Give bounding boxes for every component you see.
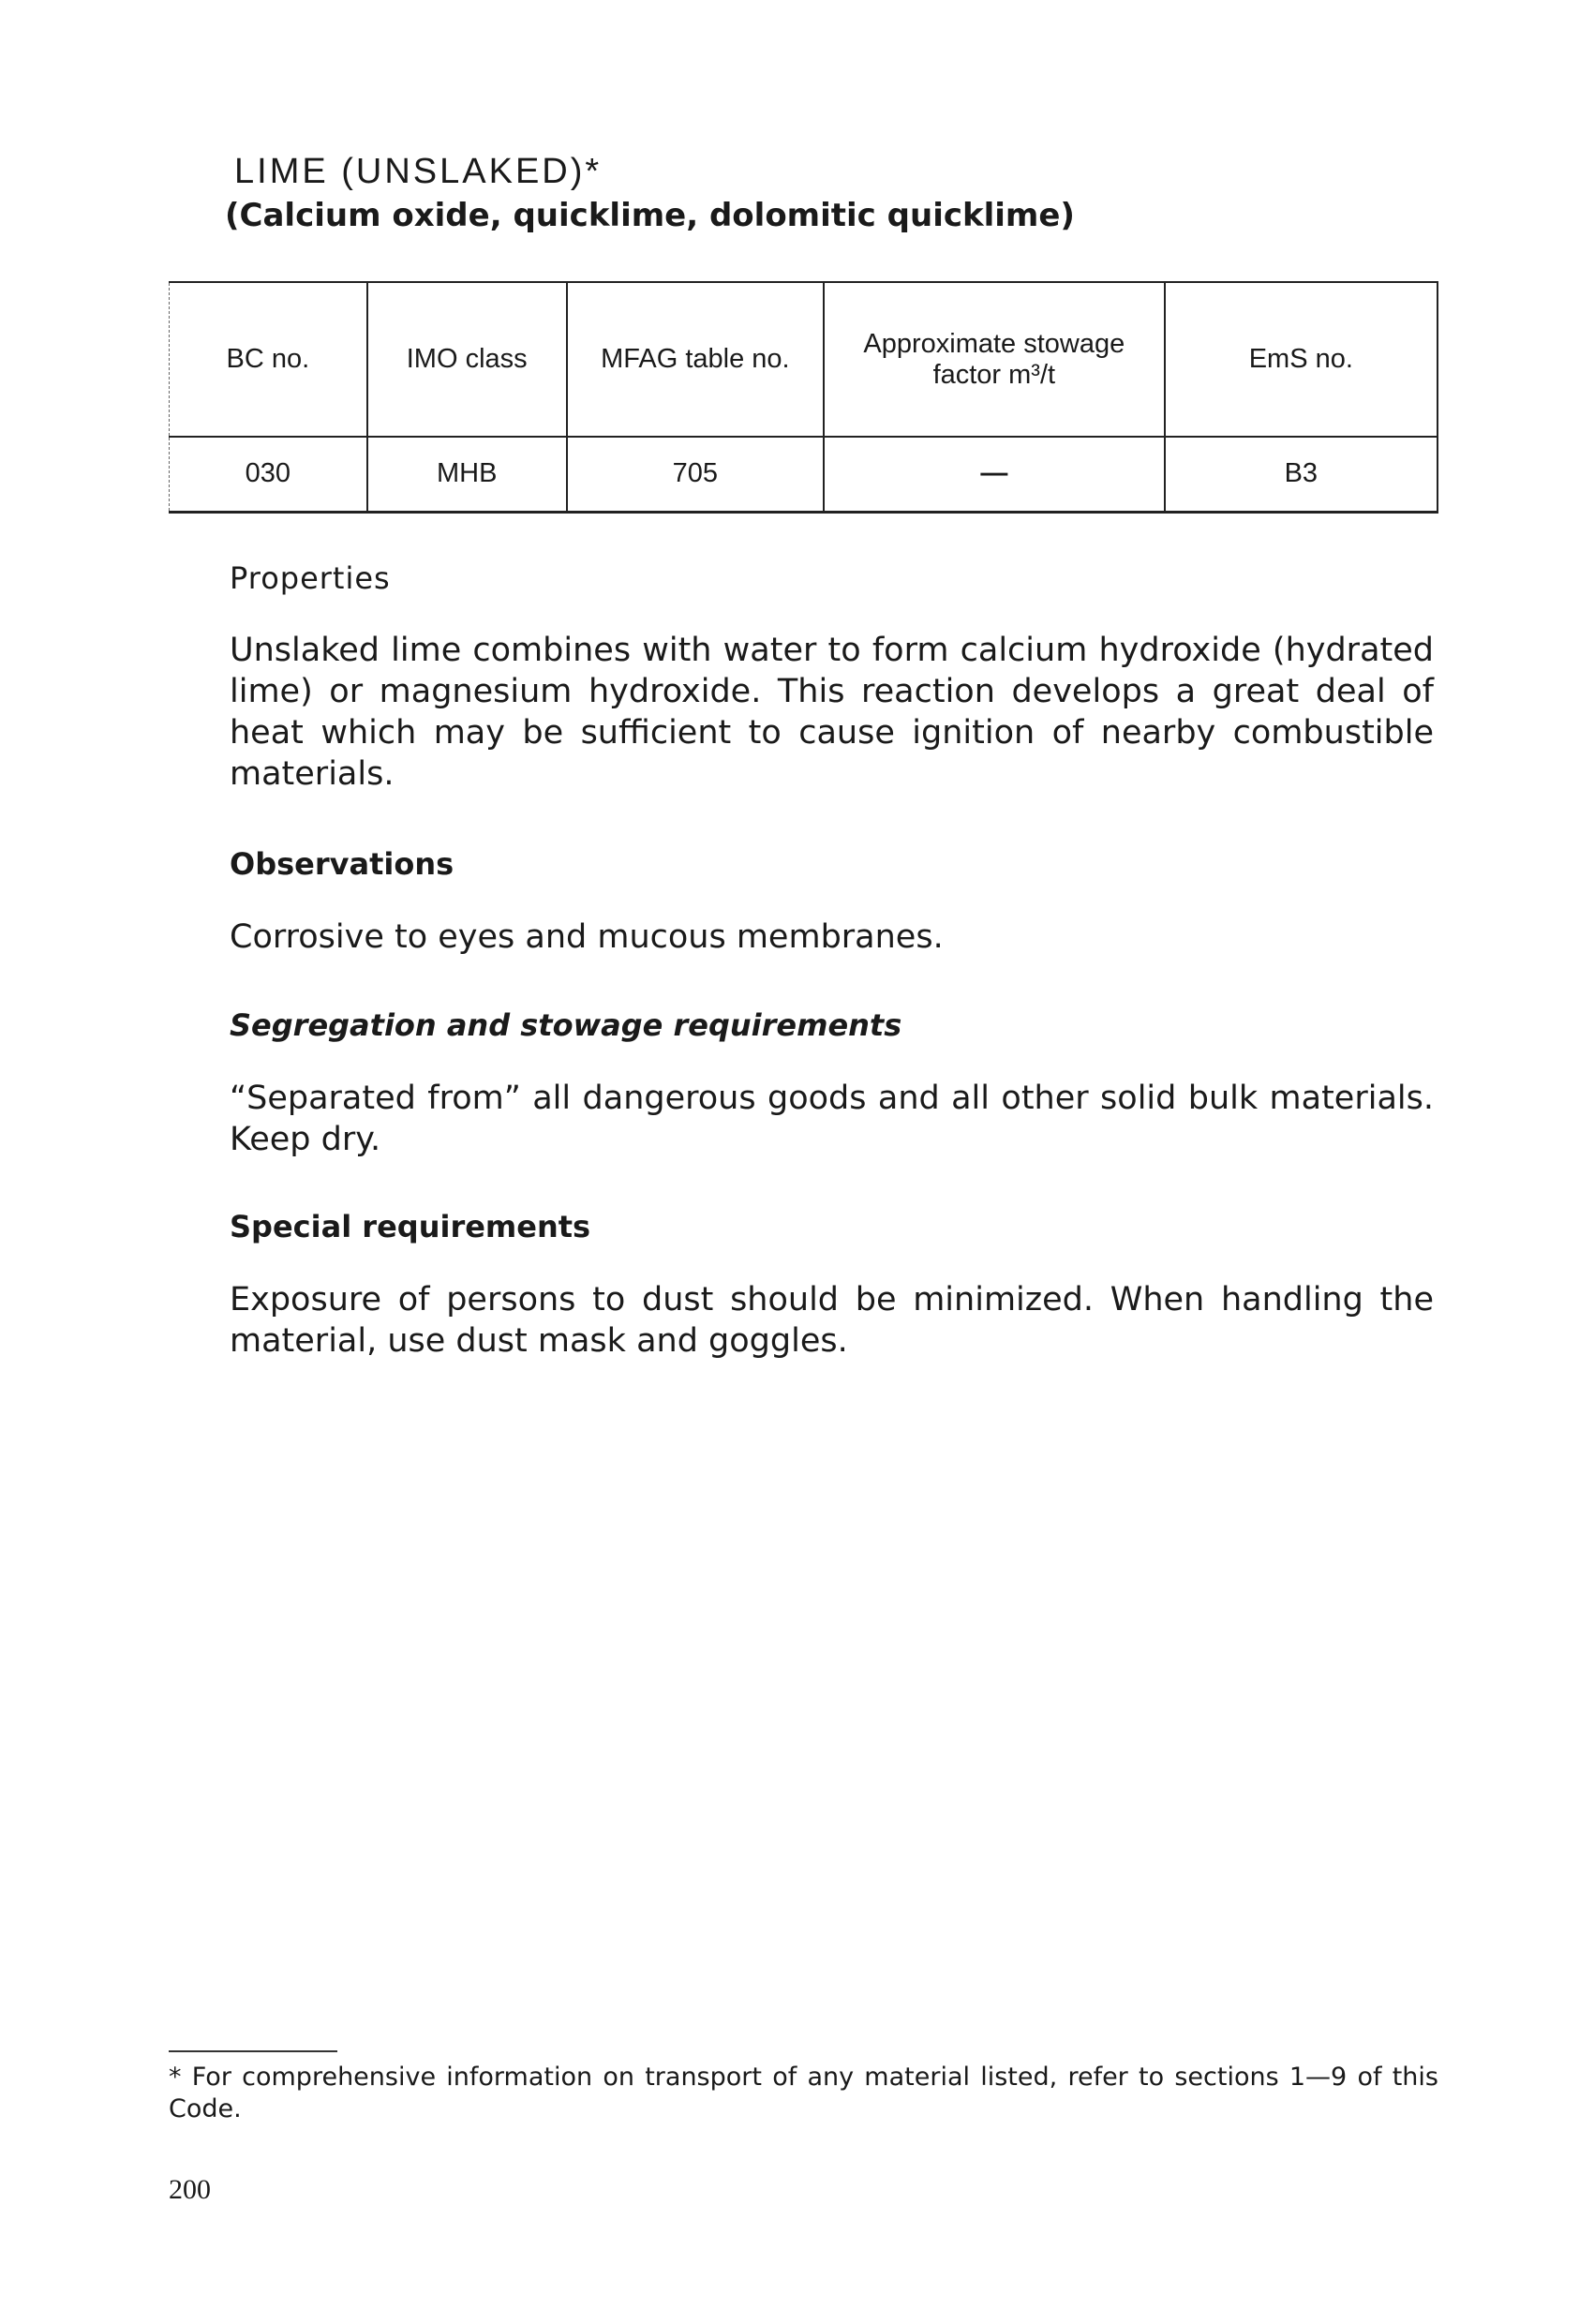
special-requirements-heading: Special requirements [230,1209,591,1244]
cell-ems-no: B3 [1165,437,1438,512]
page-number: 200 [169,2174,211,2205]
header-bc-no: BC no. [170,282,367,437]
segregation-heading: Segregation and stowage requirements [230,1007,902,1043]
observations-heading: Observations [230,846,454,882]
header-mfag-table: MFAG table no. [567,282,824,437]
document-title: LIME (UNSLAKED)* [234,152,603,191]
table-row [170,437,1438,512]
observations-text: Corrosive to eyes and mucous membranes. [230,918,944,956]
cell-imo-class: MHB [367,437,567,512]
footnote-divider [169,2050,337,2052]
header-ems-no: EmS no. [1165,282,1438,437]
cargo-specs-table [169,281,1438,514]
footnote: * For comprehensive information on transport of any material listed, refer to sections 1—9 of this Code. [169,2063,1438,2123]
cell-bc-no: 030 [170,437,367,512]
segregation-text: “Separated from” all dangerous goods and all other solid bulk materials. Keep dry. [230,1080,1434,1158]
header-stowage-factor: Approximate stowage factor m³/t [824,282,1165,437]
cell-mfag-table: 705 [567,437,824,512]
document-subtitle: (Calcium oxide, quicklime, dolomitic quicklime) [225,197,1075,234]
cell-stowage-factor: — [824,437,1165,512]
table-header-row [170,282,1438,437]
header-imo-class: IMO class [367,282,567,437]
properties-text: Unslaked lime combines with water to form calcium hydroxide (hydrated lime) or magnesium hydroxide. This reaction develops a great deal of heat which may be sufficient to cause ignition of nearby combustible materials. [230,632,1434,793]
special-requirements-text: Exposure of persons to dust should be minimized. When handling the material, use dust mask and goggles. [230,1281,1434,1360]
properties-heading: Properties [230,560,391,596]
